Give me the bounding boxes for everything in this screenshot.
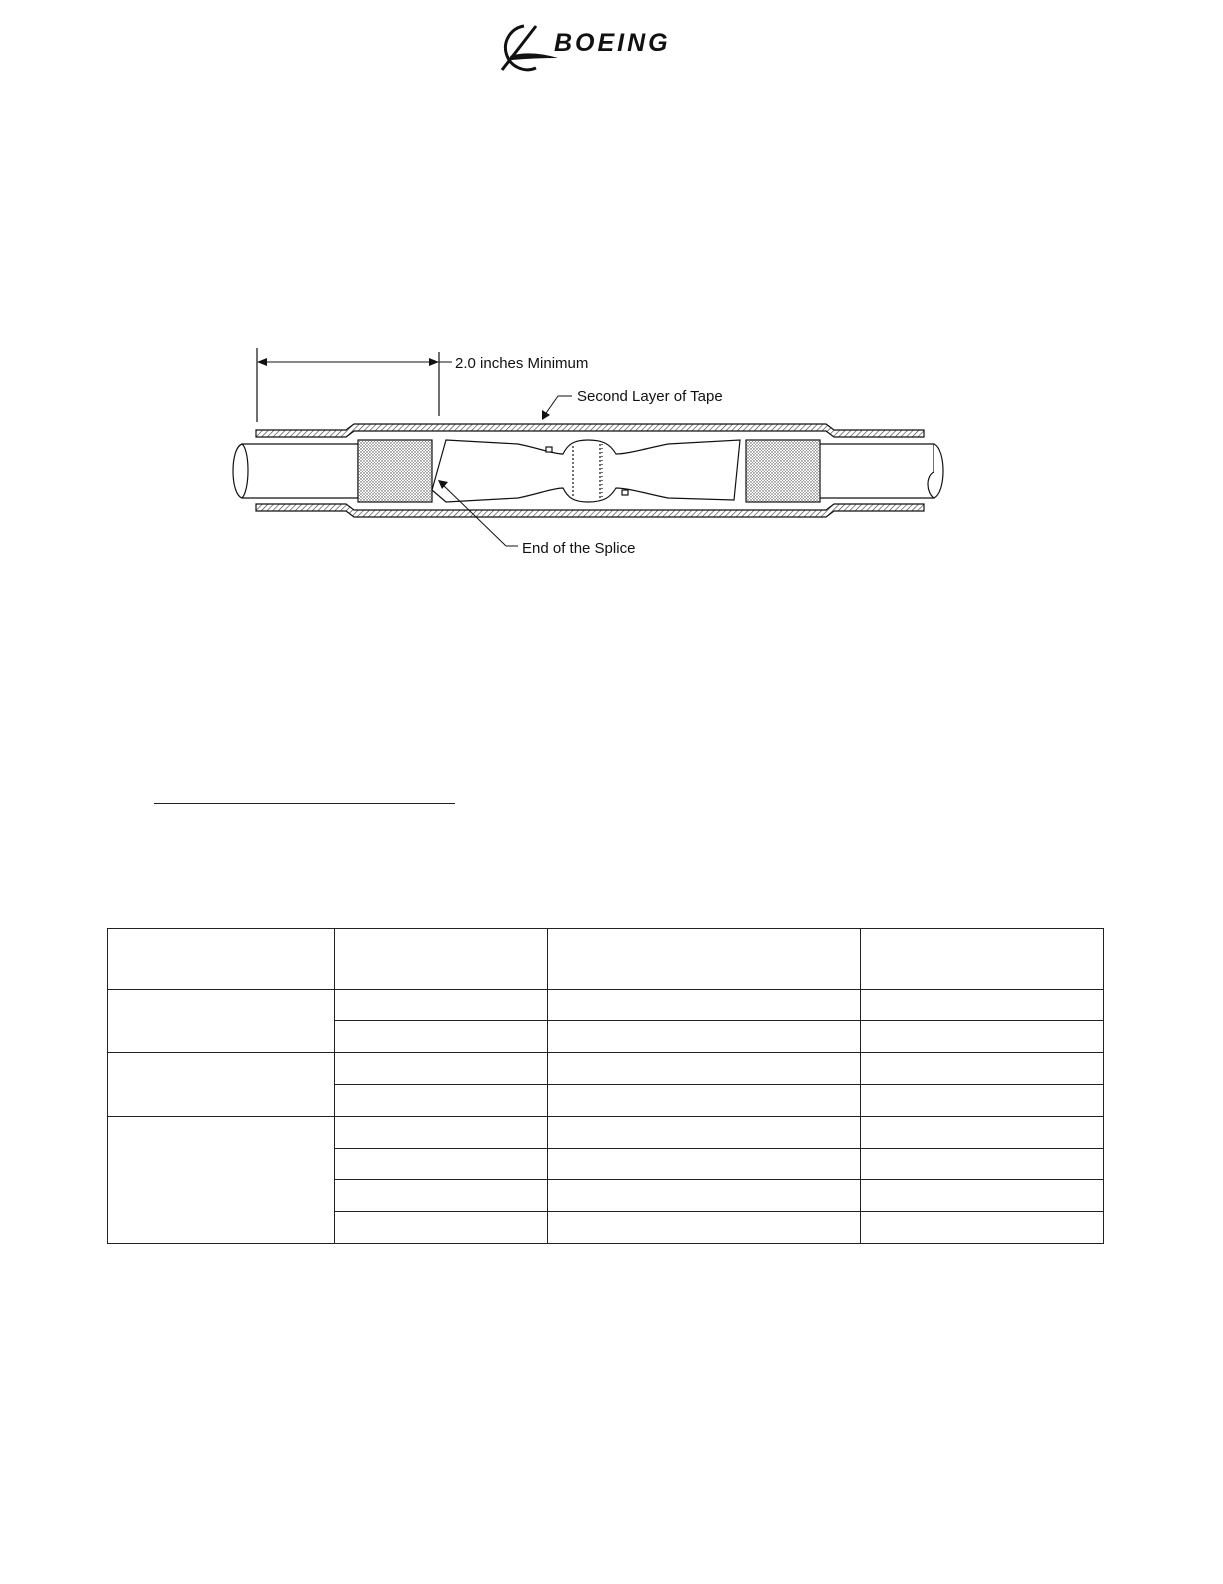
table-row: [108, 1116, 1104, 1148]
table-cell: [548, 1084, 861, 1116]
table-cell: [548, 1212, 861, 1244]
table-cell: [335, 1021, 548, 1053]
table-cell: [335, 1148, 548, 1180]
table-cell: [548, 1148, 861, 1180]
table-cell: [861, 1148, 1104, 1180]
table-group-cell: [108, 1053, 335, 1117]
dimension-callout: [257, 348, 452, 422]
logo-wordmark: BOEING: [554, 29, 671, 57]
table-cell: [335, 1084, 548, 1116]
table-cell: [861, 1084, 1104, 1116]
table-cell: [548, 989, 861, 1021]
insulation-sleeve-left: [358, 440, 432, 502]
dimension-label: 2.0 inches Minimum: [455, 355, 589, 372]
table-cell: [548, 1021, 861, 1053]
wire-right: [820, 444, 943, 498]
splice-barrel: [432, 440, 740, 502]
wire-left: [233, 444, 358, 498]
boeing-emblem-icon: [502, 26, 558, 70]
tape-layer-bottom: [256, 504, 924, 517]
table-cell: [861, 1116, 1104, 1148]
table-group-cell: [108, 1116, 335, 1243]
table-row: [108, 989, 1104, 1021]
table-cell: [861, 1212, 1104, 1244]
table-header-cell: [108, 929, 335, 990]
insulation-sleeve-right: [746, 440, 820, 502]
table-cell: [861, 1053, 1104, 1085]
table-group-cell: [108, 989, 335, 1053]
table-cell: [335, 1053, 548, 1085]
table-cell: [335, 1116, 548, 1148]
table-cell: [335, 1180, 548, 1212]
table-cell: [861, 989, 1104, 1021]
table-row: [108, 1053, 1104, 1085]
splice-label: End of the Splice: [522, 540, 636, 557]
table-cell: [548, 1180, 861, 1212]
splice-diagram: [228, 340, 958, 570]
table-cell: [335, 1212, 548, 1244]
table-cell: [548, 1053, 861, 1085]
table-header-cell: [335, 929, 548, 990]
table-cell: [335, 989, 548, 1021]
table-cell: [548, 1116, 861, 1148]
tape-label: Second Layer of Tape: [577, 388, 723, 405]
heading-underline: [154, 803, 455, 804]
table-cell: [861, 1180, 1104, 1212]
table-header-row: [108, 929, 1104, 990]
data-table: [107, 928, 1104, 1244]
table-header-cell: [861, 929, 1104, 990]
boeing-logo: [496, 20, 728, 76]
tape-leader: [542, 396, 572, 420]
table-cell: [861, 1021, 1104, 1053]
tape-layer-top: [256, 424, 924, 437]
table-header-cell: [548, 929, 861, 990]
